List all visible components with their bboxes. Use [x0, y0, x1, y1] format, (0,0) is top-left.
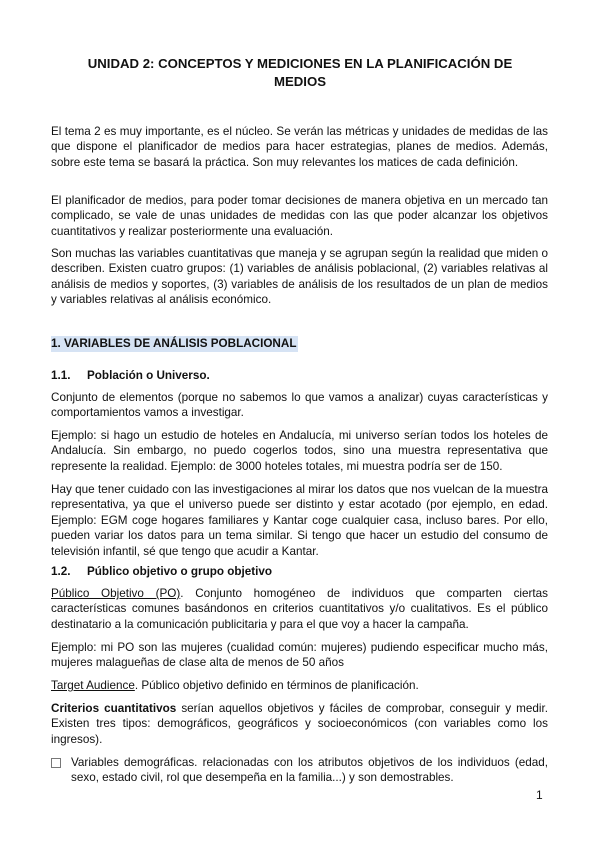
universe-definition: Conjunto de elementos (porque no sabemos lo que vamos a analizar) cuyas características y comportamientos vamos a investigar. [51, 391, 548, 420]
page-number: 1 [536, 788, 543, 802]
document-title: UNIDAD 2: CONCEPTOS Y MEDICIONES EN LA PLANIFICACIÓN DE MEDIOS [87, 56, 513, 89]
target-audience-definition [51, 678, 548, 693]
criteria-paragraph [51, 701, 548, 747]
po-term: Público Objetivo (PO) [51, 587, 181, 600]
intro-paragraph-1: El tema 2 es muy importante, es el núcleo. Se verán las métricas y unidades de medidas de las que dispone el planificador de medios para hacer estrategias, planes de medios. Además, sobre este tema se basará la práctica. Son muy relevantes los matices de cada definición. [51, 125, 548, 169]
section-1-heading: 1. VARIABLES DE ANÁLISIS POBLACIONAL [51, 337, 297, 350]
po-definition [51, 586, 548, 632]
universe-caution: Hay que tener cuidado con las investigaciones al mirar los datos que nos vuelcan de la muestra representativa, ya que el universo puede ser distinto y estar acotado (por ejemplo, en edad. Ejemplo: EGM coge hogares familiares y Kantar coge cualquier casa, incluso bares. Por ello, pueden variar los datos para un tema similar. Si tengo que hacer un estudio del consumo de televisión infantil, sé que tengo que acudir a Kantar. [51, 483, 548, 558]
intro-paragraph-2: El planificador de medios, para poder tomar decisiones de manera objetiva en un mercado tan complicado, se vale de unas unidades de medidas con las que poder alcanzar los objetivos cuantitativos y realizar posteriormente una evaluación. [51, 194, 548, 238]
subsection-title: Población o Universo. [87, 369, 210, 382]
subsection-1-1-heading [51, 368, 210, 384]
subsection-number: 1.1. [51, 369, 71, 382]
bullet-item [51, 755, 548, 786]
subsection-1-2-heading [51, 564, 272, 580]
subsection-number: 1.2. [51, 565, 71, 578]
intro-paragraph-3: Son muchas las variables cuantitativas que maneja y se agrupan según la realidad que miden o describen. Existen cuatro grupos: (1) variables de análisis poblacional, (2) variables relativas al análisis de medios y soportes, (3) variables de análisis de los resultados de un plan de medios y variables relativas al análisis económico. [51, 247, 548, 307]
ta-text: . Público objetivo definido en términos de planificación. [134, 679, 419, 692]
po-example: Ejemplo: mi PO son las mujeres (cualidad común: mujeres) pudiendo especificar mucho más, mujeres malagueñas de clase alta de menos de 50 años [51, 641, 548, 670]
ta-term: Target Audience [51, 679, 135, 692]
checkbox-bullet-icon [51, 758, 61, 768]
po-text: . Conjunto homogéneo de individuos que comparten ciertas características comunes basándonos en criterios cuantitativos y/o cualitativos. Es el público destinatario a la comunicación publicitaria y para el que voy a hacer la campaña. [51, 587, 548, 631]
criteria-term: Criterios cuantitativos [51, 702, 177, 715]
universe-example: Ejemplo: si hago un estudio de hoteles en Andalucía, mi universo serían todos los hoteles de Andalucía. Sin embargo, no puedo cogerlos todos, sino una muestra representativa que represente la realidad. Ejemplo: de 3000 hoteles totales, mi muestra podría ser de 150. [51, 429, 548, 473]
subsection-title: Público objetivo o grupo objetivo [87, 565, 273, 578]
criteria-text: serían aquellos objetivos y fáciles de comprobar, conseguir y medir. Existen tres tipos: demográficos, geográficos y socioeconómicos (con variables como los ingresos). [51, 702, 548, 746]
bullet-text: Variables demográficas. relacionadas con los atributos objetivos de los individuos (edad, sexo, estado civil, rol que desempeña en la familia...) y son demostrables. [71, 756, 548, 785]
